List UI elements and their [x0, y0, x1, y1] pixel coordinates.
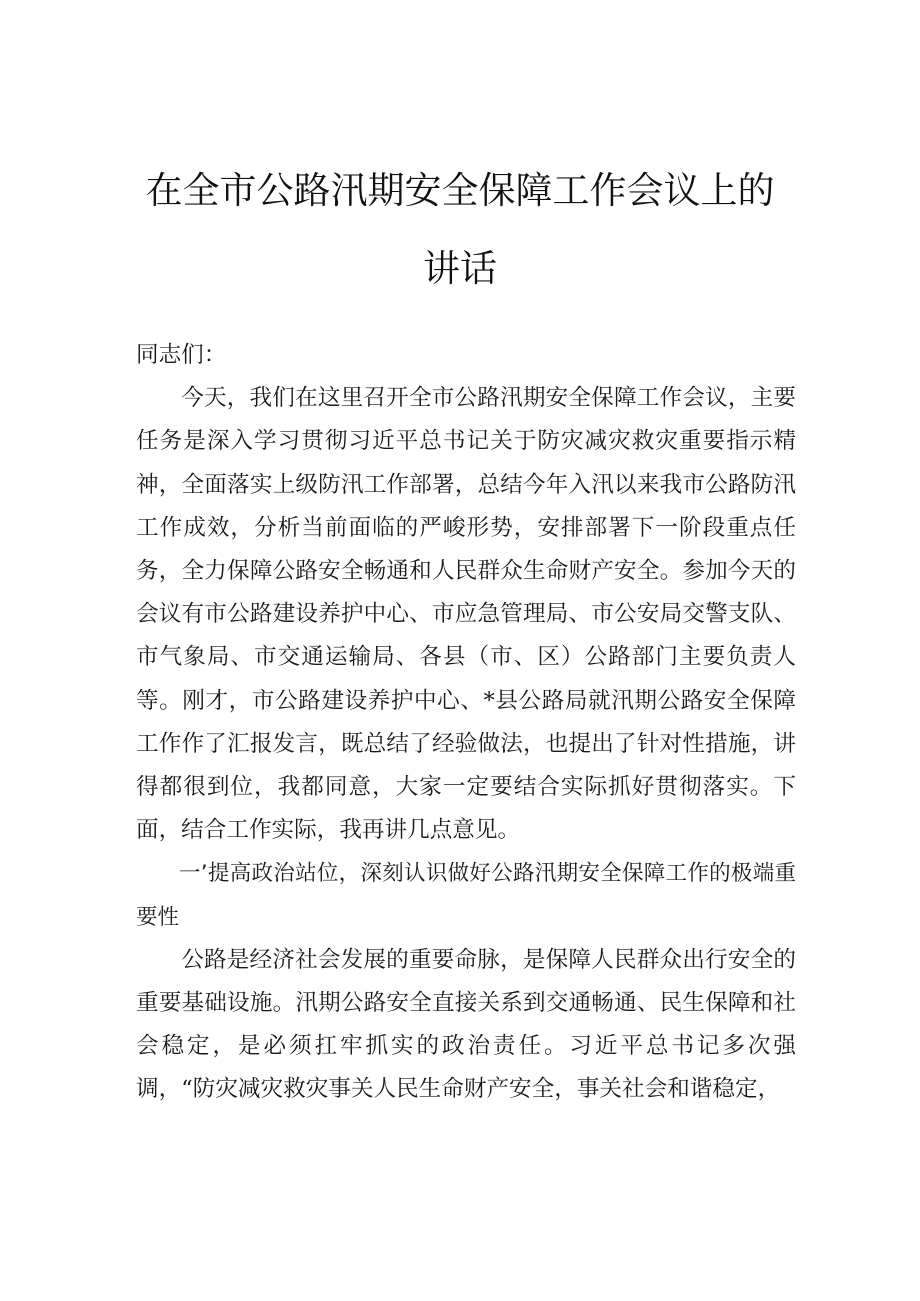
document-title: 在全市公路汛期安全保障工作会议上的讲话 [145, 169, 775, 290]
section-paragraph: 公路是经济社会发展的重要命脉，是保障人民群众出行安全的重要基础设施。汛期公路安全直接关系到交通畅通、民生保障和社会稳定，是必须扛牢抓实的政治责任。习近平总书记多次强调，“防灾减灾救灾事关人民生命财产安全，事关社会和谐稳定， [136, 946, 796, 1103]
salutation: 同志们： [136, 342, 227, 368]
document-body [136, 334, 796, 1112]
opening-paragraph: 今天，我们在这里召开全市公路汛期安全保障工作会议，主要任务是深入学习贯彻习近平总书记关于防灾减灾救灾重要指示精神，全面落实上级防汛工作部署，总结今年入汛以来我市公路防汛工作成效，分析当前面临的严峻形势，安排部署下一阶段重点任务，全力保障公路安全畅通和人民群众生命财产安全。参加今天的会议有市公路建设养护中心、市应急管理局、市公安局交警支队、市气象局、市交通运输局、各县（市、区）公路部门主要负责人等。刚才，市公路建设养护中心、*县公路局就汛期公路安全保障工作作了汇报发言，既总结了经验做法，也提出了针对性措施，讲得都很到位，我都同意，大家一定要结合实际抓好贯彻落实。下面，结合工作实际，我再讲几点意见。 [136, 385, 796, 844]
section-heading: 一’提高政治站位，深刻认识做好公路汛期安全保障工作的极端重要性 [136, 861, 796, 930]
